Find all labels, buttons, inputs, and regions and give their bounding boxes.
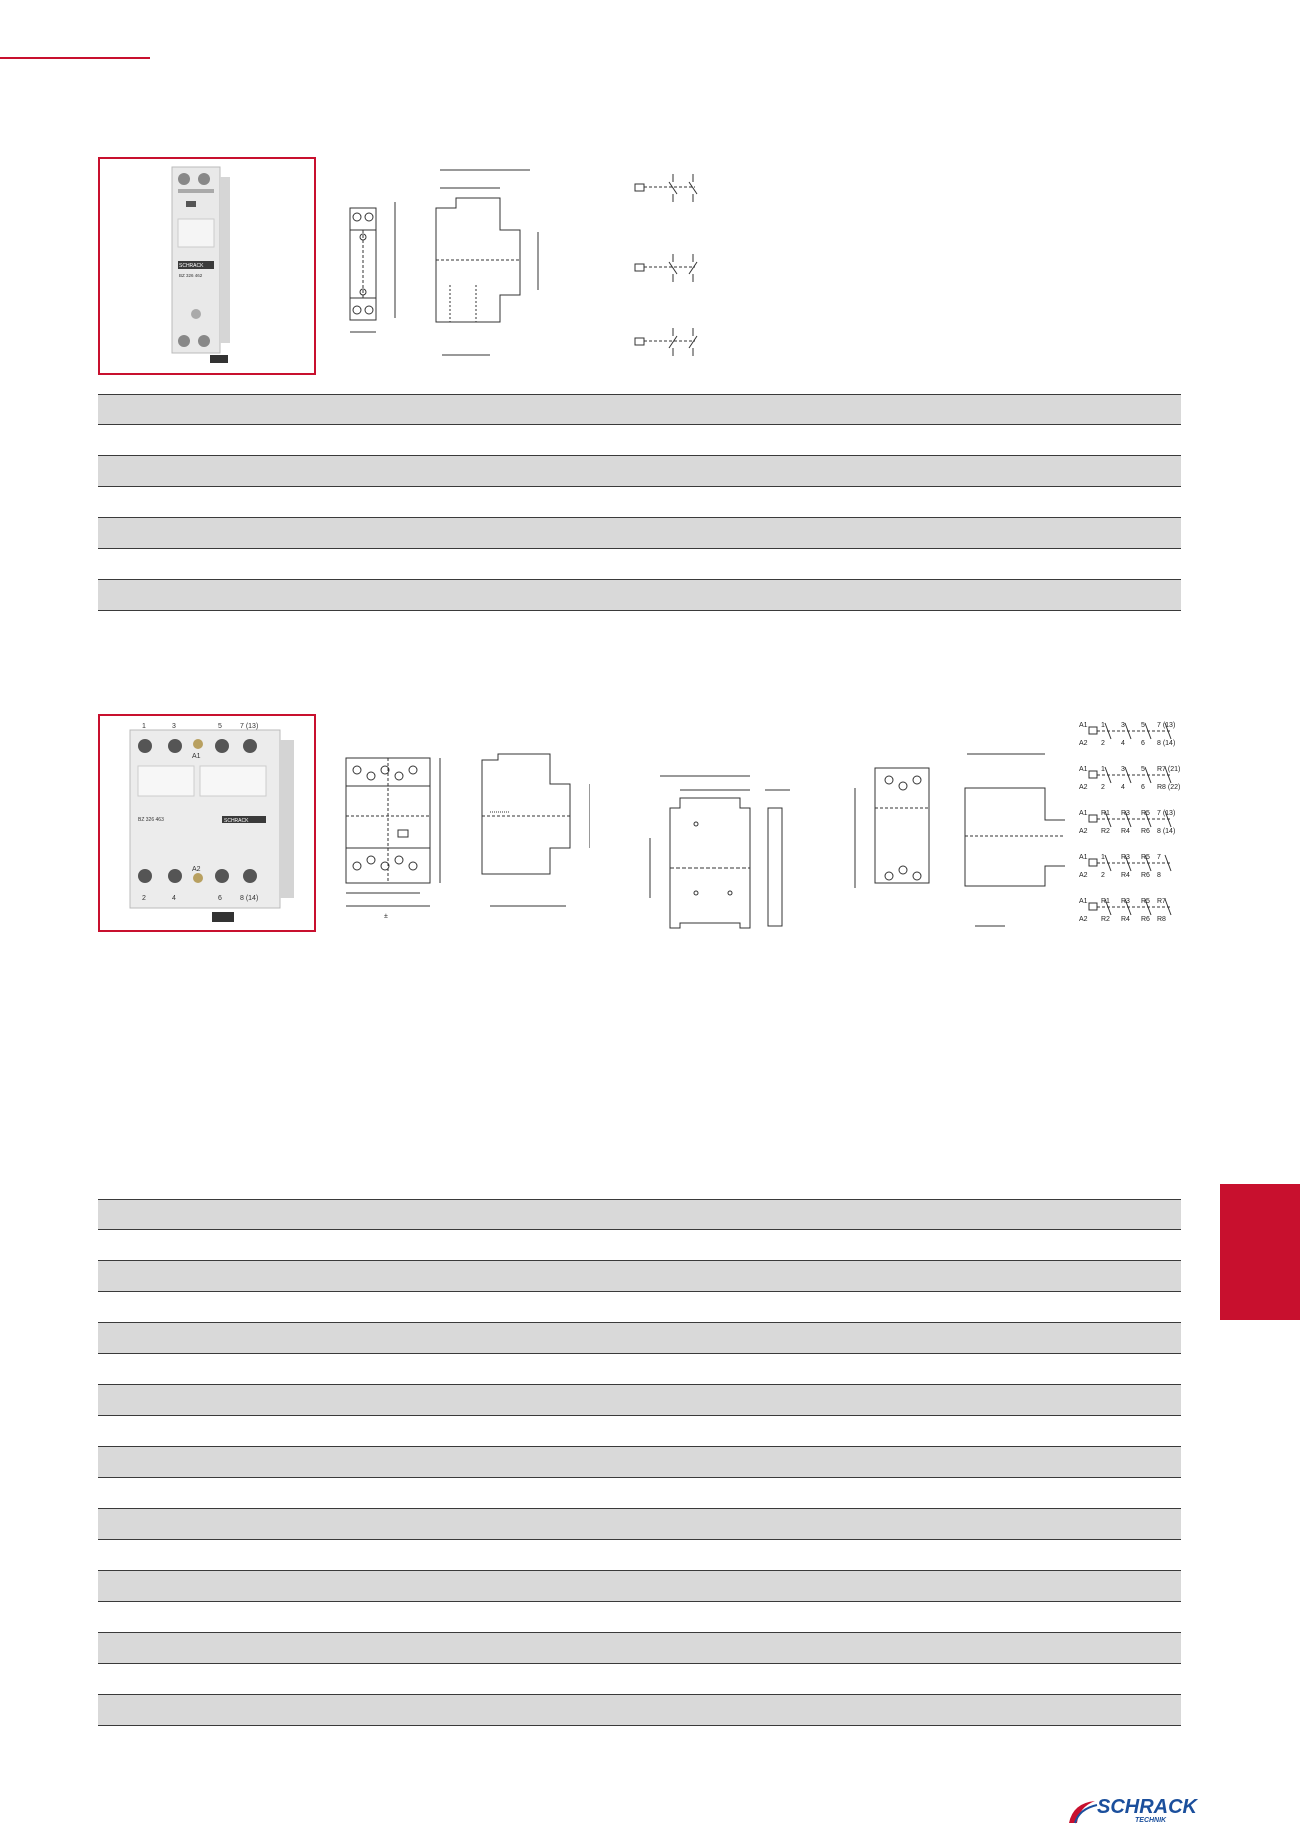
circuit-label-top: 7 (13) [1157,722,1176,729]
table-row [98,1478,1181,1509]
dimension-drawing-side-1 [420,160,560,360]
photo-bottom-terminal-3: 6 [218,895,222,902]
tolerance-mark: ± [384,913,388,920]
table-row [98,1292,1181,1323]
photo-model: BZ 326 463 [138,817,164,823]
table-row [98,1230,1181,1261]
circuit-label-top: 3 [1121,722,1125,729]
table-row [98,487,1181,518]
circuit-label-top: 5 [1141,766,1145,773]
table-row [98,1571,1181,1602]
circuit-label-bottom: 4 [1121,740,1125,747]
circuit-label-bottom: A2 [1079,916,1088,923]
circuit-label-bottom: 8 [1157,872,1161,879]
table-row [98,1447,1181,1478]
circuit-symbol-1 [1079,722,1175,747]
table-row [98,549,1181,580]
photo-top-terminal-3: 5 [218,723,222,730]
circuit-label-top: 3 [1121,766,1125,773]
circuit-label-top: R5 [1141,898,1150,905]
photo-bottom-terminal-2: 4 [172,895,176,902]
table-row [98,580,1181,611]
circuit-symbols-1 [625,170,715,360]
dimension-drawing-adapter [640,768,820,938]
table-row [98,456,1181,487]
circuit-symbols-2 [1075,715,1187,935]
photo-top-terminal-1: 1 [142,723,146,730]
circuit-label-bottom: 8 (14) [1157,740,1176,747]
circuit-label-bottom: R6 [1141,916,1150,923]
photo-top-terminal-4: 7 (13) [240,723,259,730]
circuit-label-bottom: R2 [1101,828,1110,835]
circuit-symbol-nc [635,328,697,356]
circuit-label-top: 1 [1101,854,1105,861]
circuit-label-bottom: 2 [1101,872,1105,879]
table-row [98,1633,1181,1664]
photo-model: BZ 326 462 [179,273,203,278]
circuit-label-top: R1 [1101,898,1110,905]
dimension-drawing-front-2 [340,748,460,928]
photo-brand: SCHRACK [224,818,249,824]
circuit-label-bottom: 2 [1101,740,1105,747]
circuit-label-top: R3 [1121,810,1130,817]
circuit-label-bottom: 6 [1141,740,1145,747]
circuit-label-bottom: A2 [1079,740,1088,747]
table-row [98,1354,1181,1385]
circuit-label-bottom: R6 [1141,872,1150,879]
circuit-label-top: A1 [1079,766,1088,773]
table-row [98,425,1181,456]
circuit-symbol-5 [1079,898,1171,923]
dimension-drawing-front-1 [340,160,430,340]
circuit-label-top: 5 [1141,722,1145,729]
circuit-label-top: R5 [1141,810,1150,817]
table-row [98,1199,1181,1230]
circuit-label-bottom: A2 [1079,784,1088,791]
circuit-label-bottom: R6 [1141,828,1150,835]
circuit-label-bottom: R8 (22) [1157,784,1181,791]
contactor-photo-illustration [100,159,314,373]
spec-table-1 [98,394,1181,611]
spec-table-2 [98,1199,1181,1726]
circuit-label-top: R3 [1121,898,1130,905]
circuit-label-top: R3 [1121,854,1130,861]
table-row [98,1664,1181,1695]
circuit-label-bottom: R4 [1121,872,1130,879]
table-row [98,518,1181,549]
photo-bottom-terminal-1: 2 [142,895,146,902]
product-photo-2-module [98,157,316,375]
photo-brand: SCHRACK [179,263,204,269]
table-row [98,1385,1181,1416]
table-row [98,1323,1181,1354]
table-row [98,1509,1181,1540]
table-row [98,1540,1181,1571]
circuit-label-top: 1 [1101,766,1105,773]
circuit-label-bottom: 2 [1101,784,1105,791]
circuit-label-top: 7 [1157,854,1161,861]
circuit-label-bottom: 4 [1121,784,1125,791]
circuit-label-bottom: R2 [1101,916,1110,923]
circuit-symbol-no [635,174,697,202]
table-row [98,1261,1181,1292]
circuit-label-bottom: 6 [1141,784,1145,791]
circuit-label-top: A1 [1079,854,1088,861]
photo-bottom-terminal-4: 8 (14) [240,895,259,902]
circuit-label-bottom: 8 (14) [1157,828,1176,835]
circuit-symbol-no-nc [635,254,697,282]
circuit-label-bottom: R8 [1157,916,1166,923]
table-row [98,394,1181,425]
product-photo-4-module [98,714,316,932]
schrack-logo [1065,1795,1197,1829]
logo-swoosh-icon [1065,1797,1099,1827]
circuit-label-top: 7 (13) [1157,810,1176,817]
photo-coil-a1: A1 [192,753,201,760]
circuit-symbol-4 [1079,854,1171,879]
circuit-label-bottom: A2 [1079,872,1088,879]
circuit-label-bottom: R4 [1121,916,1130,923]
dimension-drawing-with-aux [845,748,1065,938]
circuit-label-top: A1 [1079,722,1088,729]
circuit-label-top: R5 [1141,854,1150,861]
circuit-symbol-3 [1079,810,1175,835]
circuit-label-bottom: R4 [1121,828,1130,835]
circuit-label-top: R7 (21) [1157,766,1181,773]
circuit-label-top: A1 [1079,898,1088,905]
photo-coil-a2: A2 [192,866,201,873]
circuit-symbol-2 [1079,766,1180,791]
contactor-photo-illustration [100,716,314,930]
table-row [98,1602,1181,1633]
top-accent-line [0,57,150,59]
logo-wordmark: SCHRACK [1097,1796,1197,1818]
logo-subtitle: TECHNIK [1135,1817,1167,1824]
circuit-label-top: A1 [1079,810,1088,817]
dimension-drawing-side-2 [470,748,590,928]
circuit-label-top: R1 [1101,810,1110,817]
table-row [98,1416,1181,1447]
table-row [98,1695,1181,1726]
circuit-label-top: R7 [1157,898,1166,905]
circuit-label-bottom: A2 [1079,828,1088,835]
chapter-tab [1220,1184,1300,1320]
circuit-label-top: 1 [1101,722,1105,729]
photo-top-terminal-2: 3 [172,723,176,730]
